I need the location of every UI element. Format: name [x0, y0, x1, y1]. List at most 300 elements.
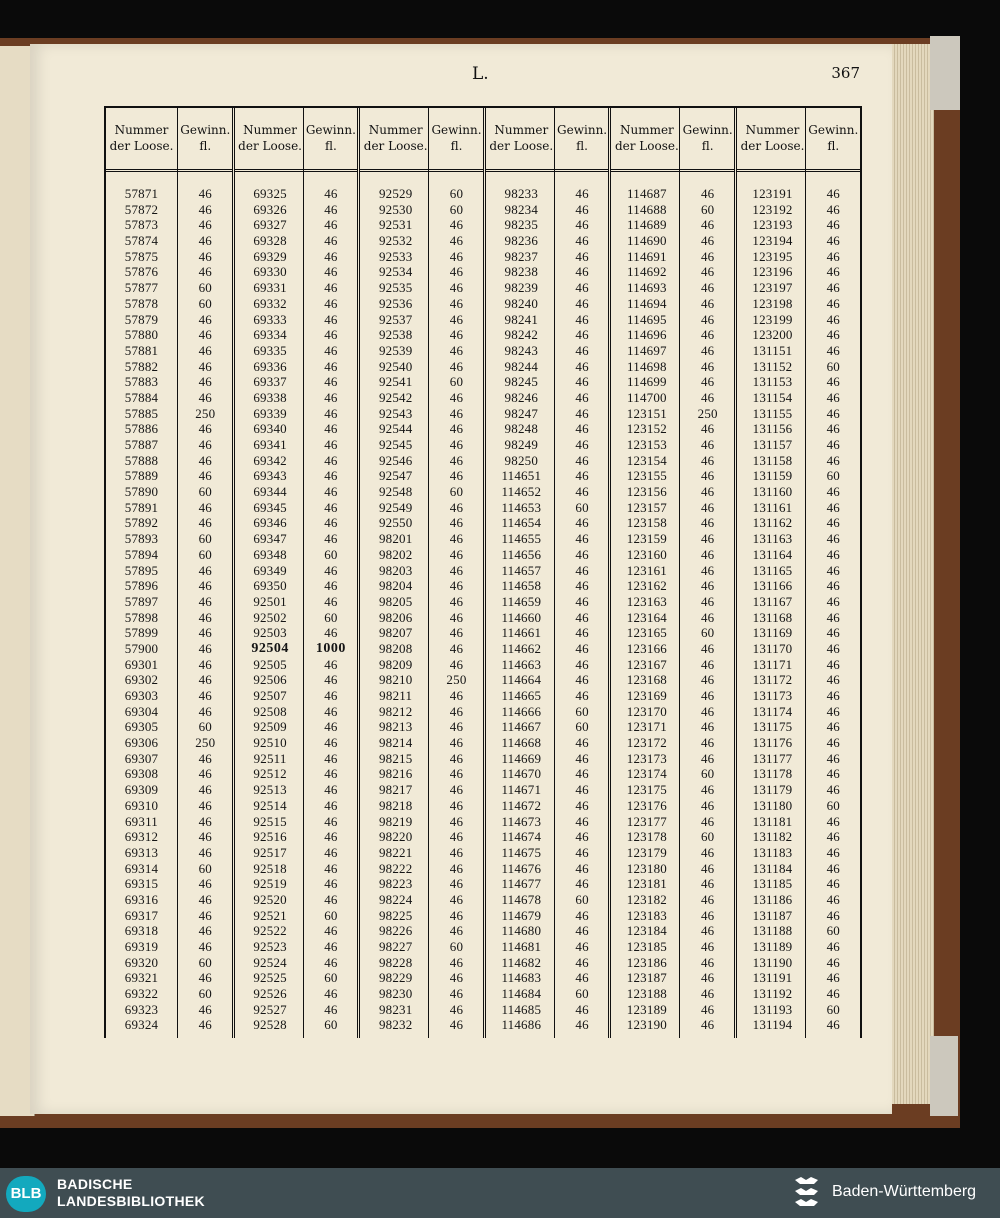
prize-cell: 46 — [198, 186, 212, 201]
lot-number-cell: 131178 — [752, 766, 793, 782]
lot-number-cell: 69335 — [253, 342, 287, 358]
prize-cell: 46 — [826, 531, 840, 547]
lottery-table — [104, 106, 862, 1038]
prize-cell: 1000 — [315, 640, 346, 656]
prize-cell: 46 — [700, 813, 715, 829]
prize-cell: 46 — [449, 782, 464, 798]
prize-cell: 46 — [700, 907, 715, 923]
prize-cell: 46 — [324, 813, 338, 829]
lot-number-cell: 98209 — [378, 656, 413, 672]
lot-number-cell: 57888 — [124, 452, 159, 468]
prize-cell: 46 — [449, 750, 464, 766]
prize-cell: 46 — [449, 358, 464, 374]
prize-cell: 46 — [700, 1001, 715, 1017]
prize-cell: 46 — [198, 891, 212, 907]
lot-number-cell: 98222 — [378, 860, 413, 876]
lot-number-cell: 123187 — [626, 970, 667, 986]
lot-number-cell: 92504 — [251, 640, 289, 656]
prize-cell: 46 — [575, 672, 589, 688]
prize-cell: 46 — [826, 248, 840, 264]
prize-cell: 60 — [826, 797, 840, 813]
lot-number-cell: 69308 — [124, 766, 159, 782]
prize-cell: 46 — [449, 876, 464, 892]
prize-cell: 46 — [449, 703, 464, 719]
prize-cell: 46 — [324, 891, 338, 907]
prize-header — [429, 108, 484, 172]
prize-cell: 46 — [826, 703, 840, 719]
lot-number-cell: 114695 — [627, 311, 667, 327]
lot-number-cell: 98242 — [504, 327, 539, 343]
library-name[interactable] — [57, 1176, 205, 1210]
prize-cell: 46 — [449, 531, 464, 547]
prize-cell: 60 — [575, 986, 589, 1002]
prize-cell: 46 — [324, 311, 338, 327]
lot-number-cell: 123172 — [626, 735, 667, 751]
prize-cell: 46 — [324, 782, 338, 798]
prize-cell: 46 — [575, 844, 589, 860]
lot-number-cell: 114687 — [627, 186, 667, 201]
lot-number-cell: 69350 — [253, 578, 287, 594]
prize-cell: 46 — [324, 515, 338, 531]
prize-cell: 46 — [324, 719, 338, 735]
lot-number-cell: 69318 — [124, 923, 159, 939]
prize-header — [680, 108, 735, 172]
lot-number-cell: 98233 — [504, 186, 539, 201]
prize-cell: 46 — [700, 750, 715, 766]
lot-number-cell: 57871 — [124, 186, 159, 201]
prize-cell: 60 — [324, 970, 338, 986]
prize-cell: 46 — [198, 829, 212, 845]
prize-cell: 46 — [826, 813, 840, 829]
lot-number-cell: 69348 — [253, 546, 287, 562]
lot-number-column — [106, 108, 177, 1038]
prize-cell: 46 — [198, 923, 212, 939]
prize-cell: 46 — [449, 233, 464, 249]
lot-number-cell: 123182 — [626, 891, 667, 907]
lot-number-cell: 98221 — [378, 844, 413, 860]
lot-number-cell: 123167 — [626, 656, 667, 672]
lot-number-cell: 114668 — [501, 735, 542, 751]
lot-number-cell: 131181 — [752, 813, 793, 829]
lot-number-cell: 131172 — [752, 672, 793, 688]
lot-number-cell: 57891 — [124, 499, 159, 515]
lot-number-cell: 92514 — [253, 797, 287, 813]
lot-number-cell: 69309 — [124, 782, 159, 798]
prize-cell: 46 — [449, 688, 464, 703]
prize-cell: 46 — [198, 421, 212, 437]
prize-cell: 46 — [700, 217, 715, 233]
prize-cell: 60 — [575, 703, 589, 719]
lot-number-cell: 114692 — [627, 264, 667, 280]
lot-number-cell: 98207 — [378, 625, 413, 641]
lot-number-cell: 114690 — [627, 233, 667, 249]
header-line: Gewinn. — [682, 123, 733, 137]
prize-cell: 46 — [700, 374, 715, 390]
prize-header — [806, 108, 861, 172]
prize-cell: 46 — [826, 954, 840, 970]
lot-number-cell: 98244 — [504, 358, 539, 374]
header-line: der Loose. — [614, 139, 679, 153]
prize-cell: 46 — [198, 797, 212, 813]
prize-cell: 46 — [324, 688, 338, 703]
prize-cell: 60 — [449, 186, 464, 201]
prize-cell: 46 — [700, 342, 715, 358]
lot-number-cell: 92511 — [253, 750, 287, 766]
book-page — [30, 44, 892, 1114]
lot-number-cell: 98229 — [378, 970, 413, 986]
prize-cell: 60 — [324, 609, 338, 625]
blb-logo[interactable]: BLB — [6, 1176, 46, 1212]
lot-number-cell: 92531 — [378, 217, 413, 233]
prize-cell: 46 — [575, 546, 589, 562]
prize-cell: 46 — [449, 217, 464, 233]
lot-number-cell: 114667 — [501, 719, 542, 735]
lot-number-cell: 123188 — [626, 986, 667, 1002]
prize-cell: 250 — [195, 405, 216, 421]
lot-number-cell: 69301 — [124, 656, 159, 672]
lot-number-cell: 98240 — [504, 295, 539, 311]
prize-cell: 46 — [324, 531, 338, 547]
prize-cell: 46 — [449, 405, 464, 421]
lot-number-cell: 114694 — [627, 295, 667, 311]
lot-number-cell: 57880 — [124, 327, 159, 343]
lot-number-cell: 131170 — [752, 640, 793, 656]
prize-cell: 46 — [700, 970, 715, 986]
lot-number-cell: 69340 — [253, 421, 287, 437]
prize-cell: 46 — [449, 342, 464, 358]
lot-number-cell: 92529 — [378, 186, 413, 201]
lot-number-cell: 98203 — [378, 562, 413, 578]
prize-cell: 46 — [700, 578, 715, 594]
lot-number-cell: 92527 — [253, 1001, 287, 1017]
lot-number-cell: 114698 — [627, 358, 667, 374]
lot-number-cell: 123169 — [626, 688, 667, 703]
lot-number-cell: 92503 — [253, 625, 287, 641]
prize-cell: 46 — [324, 954, 338, 970]
prize-cell: 46 — [575, 405, 589, 421]
lot-number-cell: 114666 — [501, 703, 542, 719]
lot-number-cell: 114677 — [501, 876, 542, 892]
prize-cell: 46 — [575, 1001, 589, 1017]
column-cells — [106, 186, 177, 1033]
prize-column — [177, 108, 233, 1038]
lot-number-cell: 114686 — [501, 1017, 542, 1033]
lot-number-cell: 98224 — [378, 891, 413, 907]
prize-cell: 46 — [700, 672, 715, 688]
lot-number-cell: 98201 — [378, 531, 413, 547]
prize-cell: 46 — [449, 766, 464, 782]
lot-number-column — [483, 108, 557, 1038]
prize-cell: 46 — [449, 264, 464, 280]
prize-cell: 46 — [700, 562, 715, 578]
lot-number-cell: 57882 — [124, 358, 159, 374]
prize-cell: 46 — [826, 750, 840, 766]
lot-number-cell: 69311 — [124, 813, 159, 829]
prize-cell: 46 — [449, 970, 464, 986]
prize-cell: 46 — [324, 829, 338, 845]
lot-number-cell: 123154 — [626, 452, 667, 468]
prize-cell: 46 — [324, 405, 338, 421]
prize-cell: 60 — [324, 907, 338, 923]
header-line: Nummer — [243, 123, 297, 137]
lot-number-cell: 98215 — [378, 750, 413, 766]
prize-cell: 46 — [198, 248, 212, 264]
prize-cell: 46 — [700, 515, 715, 531]
lot-number-cell: 92517 — [253, 844, 287, 860]
lot-number-cell: 57890 — [124, 484, 159, 500]
prize-cell: 46 — [198, 688, 212, 703]
lot-number-cell: 114681 — [501, 939, 542, 954]
prize-cell: 46 — [575, 656, 589, 672]
lot-number-cell: 92542 — [378, 389, 413, 405]
lot-number-cell: 98236 — [504, 233, 539, 249]
prize-cell: 46 — [324, 766, 338, 782]
lot-number-cell: 98248 — [504, 421, 539, 437]
prize-cell: 60 — [198, 954, 212, 970]
lot-number-cell: 98234 — [504, 201, 539, 217]
state-name[interactable]: Baden-Württemberg — [832, 1183, 977, 1200]
baden-wuerttemberg-crest-icon — [792, 1174, 822, 1212]
lot-number-cell: 57874 — [124, 233, 159, 249]
lot-number-cell: 69316 — [124, 891, 159, 907]
prize-cell: 46 — [700, 844, 715, 860]
lot-number-cell: 114671 — [501, 782, 542, 798]
lot-number-cell: 123198 — [752, 295, 793, 311]
prize-cell: 46 — [826, 562, 840, 578]
lot-number-cell: 131193 — [752, 1001, 793, 1017]
prize-cell: 46 — [198, 593, 212, 609]
prize-cell: 46 — [575, 813, 589, 829]
lot-number-cell: 69322 — [124, 986, 159, 1002]
lot-number-cell: 92543 — [378, 405, 413, 421]
prize-cell: 46 — [324, 672, 338, 688]
lot-number-cell: 114662 — [501, 640, 542, 656]
lot-number-cell: 57894 — [124, 546, 159, 562]
prize-cell: 46 — [826, 421, 840, 437]
lot-number-cell: 123189 — [626, 1001, 667, 1017]
lot-number-cell: 57873 — [124, 217, 159, 233]
lot-number-cell: 69343 — [253, 468, 287, 484]
prize-cell: 46 — [575, 797, 589, 813]
lot-number-cell: 69313 — [124, 844, 159, 860]
spine-tab-top — [930, 36, 960, 110]
lot-number-cell: 123175 — [626, 782, 667, 798]
lot-number-cell: 114691 — [627, 248, 667, 264]
prize-cell: 46 — [700, 797, 715, 813]
prize-cell: 250 — [697, 405, 718, 421]
lot-number-cell: 131156 — [752, 421, 793, 437]
lot-number-cell: 57872 — [124, 201, 159, 217]
prize-cell: 60 — [324, 546, 338, 562]
prize-cell: 46 — [449, 280, 464, 296]
prize-cell: 46 — [826, 389, 840, 405]
lot-number-cell: 131187 — [752, 907, 793, 923]
prize-cell: 46 — [575, 735, 589, 751]
prize-cell: 46 — [575, 593, 589, 609]
lot-number-cell: 92536 — [378, 295, 413, 311]
column-cells — [611, 186, 682, 1033]
lot-number-cell: 123163 — [626, 593, 667, 609]
prize-cell: 46 — [826, 233, 840, 249]
lot-number-cell: 98228 — [378, 954, 413, 970]
column-cells — [555, 186, 610, 1033]
lot-number-cell: 131173 — [752, 688, 793, 703]
prize-cell: 46 — [826, 264, 840, 280]
prize-cell: 46 — [575, 421, 589, 437]
lot-number-cell: 123184 — [626, 923, 667, 939]
column-cells — [429, 186, 484, 1033]
lot-number-cell: 69312 — [124, 829, 159, 845]
prize-cell: 46 — [324, 578, 338, 594]
lot-number-cell: 69319 — [124, 939, 159, 954]
prize-cell: 46 — [700, 656, 715, 672]
lot-number-cell: 69342 — [253, 452, 287, 468]
lot-number-cell: 114684 — [501, 986, 542, 1002]
lot-number-cell: 131154 — [752, 389, 793, 405]
lot-number-cell: 123176 — [626, 797, 667, 813]
prize-cell: 46 — [826, 452, 840, 468]
prize-cell: 46 — [198, 625, 212, 641]
prize-cell: 60 — [198, 295, 212, 311]
prize-cell: 46 — [700, 640, 715, 656]
lot-number-cell: 114688 — [627, 201, 667, 217]
prize-cell: 46 — [575, 609, 589, 625]
lot-number-cell: 92505 — [253, 656, 287, 672]
prize-cell: 46 — [826, 578, 840, 594]
prize-cell: 60 — [700, 625, 715, 641]
lot-number-cell: 92538 — [378, 327, 413, 343]
lot-number-cell: 57899 — [124, 625, 159, 641]
lot-number-cell: 131183 — [752, 844, 793, 860]
lot-number-cell: 69346 — [253, 515, 287, 531]
lot-number-cell: 131152 — [752, 358, 793, 374]
lot-number-cell: 123166 — [626, 640, 667, 656]
prize-cell: 46 — [575, 939, 589, 954]
prize-cell: 46 — [826, 515, 840, 531]
lot-number-cell: 92539 — [378, 342, 413, 358]
lot-number-cell: 92528 — [253, 1017, 287, 1033]
lot-number-cell: 131180 — [752, 797, 793, 813]
prize-cell: 46 — [198, 217, 212, 233]
lot-number-cell: 98213 — [378, 719, 413, 735]
prize-cell: 46 — [575, 531, 589, 547]
prize-cell: 46 — [198, 233, 212, 249]
header-line: fl. — [701, 139, 714, 153]
lot-number-header — [486, 108, 557, 172]
lot-number-cell: 92501 — [253, 593, 287, 609]
lot-number-cell: 92520 — [253, 891, 287, 907]
lot-number-cell: 114689 — [627, 217, 667, 233]
prize-cell: 46 — [449, 437, 464, 452]
lot-number-cell: 98239 — [504, 280, 539, 296]
prize-cell: 46 — [700, 327, 715, 343]
lot-number-cell: 92510 — [253, 735, 287, 751]
lot-number-cell: 114652 — [501, 484, 542, 500]
lot-number-cell: 123179 — [626, 844, 667, 860]
header-line: Nummer — [114, 123, 169, 137]
prize-cell: 46 — [324, 248, 338, 264]
prize-cell: 46 — [700, 891, 715, 907]
prize-cell: 46 — [700, 703, 715, 719]
prize-cell: 46 — [826, 437, 840, 452]
lot-number-cell: 123197 — [752, 280, 793, 296]
lot-number-cell: 69310 — [124, 797, 159, 813]
prize-cell: 46 — [198, 468, 212, 484]
prize-cell: 46 — [700, 295, 715, 311]
spine-tab-bottom — [930, 1036, 958, 1116]
prize-cell: 46 — [826, 891, 840, 907]
lot-number-cell: 131184 — [752, 860, 793, 876]
lot-number-cell: 98225 — [378, 907, 413, 923]
prize-cell: 46 — [324, 468, 338, 484]
lot-number-cell: 131190 — [752, 954, 793, 970]
prize-cell: 46 — [826, 876, 840, 892]
prize-cell: 46 — [575, 327, 589, 343]
prize-cell: 60 — [324, 1017, 338, 1033]
lot-number-cell: 123162 — [626, 578, 667, 594]
prize-cell: 46 — [700, 782, 715, 798]
prize-cell: 46 — [826, 609, 840, 625]
lot-number-cell: 57889 — [124, 468, 159, 484]
prize-cell: 46 — [324, 233, 338, 249]
prize-cell: 46 — [826, 280, 840, 296]
header-line: Gewinn. — [305, 123, 356, 137]
lot-number-cell: 98211 — [379, 688, 413, 703]
lot-number-cell: 114697 — [627, 342, 667, 358]
lot-number-cell: 92523 — [253, 939, 287, 954]
prize-cell: 46 — [198, 672, 212, 688]
lot-number-cell: 98230 — [378, 986, 413, 1002]
lot-number-cell: 131174 — [752, 703, 793, 719]
lot-number-cell: 123164 — [626, 609, 667, 625]
prize-cell: 46 — [449, 844, 464, 860]
prize-cell: 46 — [575, 562, 589, 578]
lot-number-cell: 98245 — [504, 374, 539, 390]
prize-cell: 60 — [198, 531, 212, 547]
prize-cell: 46 — [324, 844, 338, 860]
lot-number-cell: 123186 — [626, 954, 667, 970]
prize-cell: 46 — [700, 986, 715, 1002]
lot-number-cell: 69336 — [253, 358, 287, 374]
prize-cell: 46 — [826, 546, 840, 562]
prize-cell: 46 — [324, 327, 338, 343]
prize-cell: 46 — [324, 374, 338, 390]
prize-cell: 60 — [575, 499, 589, 515]
lot-number-cell: 123168 — [626, 672, 667, 688]
prize-cell: 46 — [449, 593, 464, 609]
lot-number-cell: 114661 — [501, 625, 542, 641]
prize-cell: 46 — [198, 342, 212, 358]
lot-number-cell: 98219 — [378, 813, 413, 829]
lot-number-cell: 92544 — [378, 421, 413, 437]
lot-number-cell: 98232 — [378, 1017, 413, 1033]
lot-number-cell: 69325 — [253, 186, 287, 201]
lot-number-cell: 114655 — [501, 531, 542, 547]
prize-cell: 46 — [198, 844, 212, 860]
prize-cell: 46 — [575, 358, 589, 374]
lot-number-cell: 69317 — [124, 907, 159, 923]
lot-number-cell: 69331 — [253, 280, 287, 296]
lot-number-cell: 92547 — [378, 468, 413, 484]
lot-number-cell: 69320 — [124, 954, 159, 970]
prize-cell: 46 — [324, 358, 338, 374]
page-block-edge — [892, 44, 934, 1104]
lot-number-cell: 92512 — [253, 766, 287, 782]
prize-cell: 46 — [324, 484, 338, 500]
lot-number-cell: 131160 — [752, 484, 793, 500]
lot-number-cell: 114670 — [501, 766, 542, 782]
lot-number-cell: 69304 — [124, 703, 159, 719]
